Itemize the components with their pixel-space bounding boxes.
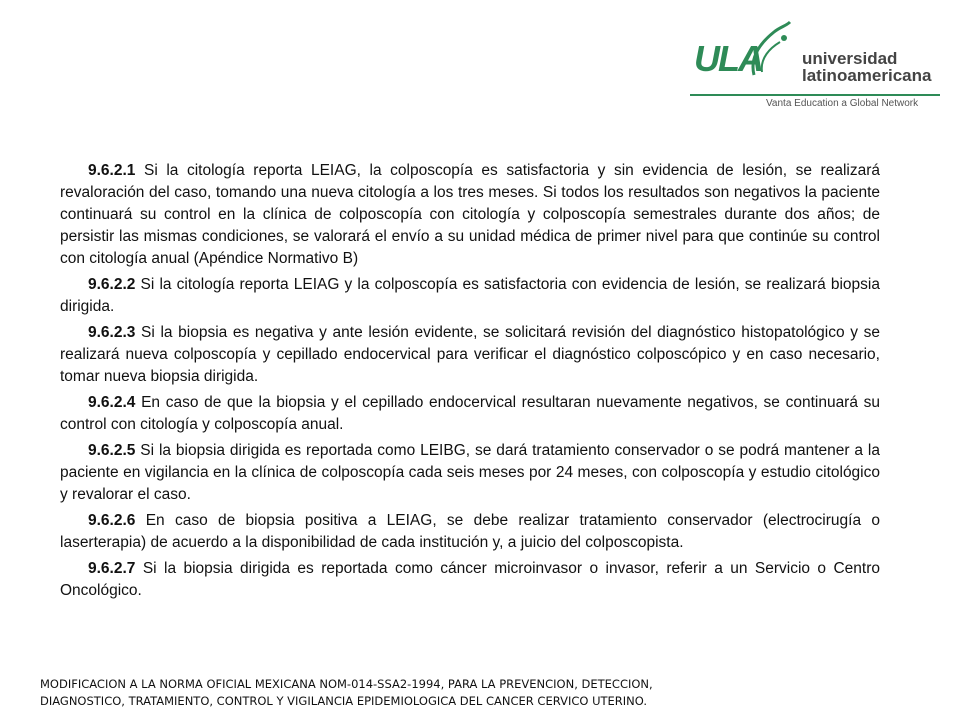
logo-wordmark [802, 50, 931, 84]
paragraph-9-6-2-5 [60, 440, 880, 506]
paragraph-text: Si la citología reporta LEIAG y la colposcopía es satisfactoria con evidencia de lesión, se realizará biopsia dirigida. [60, 276, 880, 315]
paragraph-text: Si la biopsia dirigida es reportada como cáncer microinvasor o invasor, referir a un Servicio o Centro Oncológico. [60, 560, 880, 599]
logo-tagline: Vanta Education a Global Network [766, 98, 919, 109]
university-logo [690, 20, 940, 110]
paragraph-text: Si la citología reporta LEIAG, la colposcopía es satisfactoria y sin evidencia de lesión, se realizará revaloración del caso, tomando una nueva citología a los tres meses. Si todos los resultados son negativos la paciente continuará su control en la clínica de colposcopía con citología y colposcopía semestrales durante dos años; de persistir las mismas condiciones, se valorará el envío a su unidad médica de primer nivel para que continúe su control con citología anual (Apéndice Normativo B) [60, 162, 880, 267]
section-number: 9.6.2.4 [88, 394, 136, 411]
section-number: 9.6.2.5 [88, 442, 136, 459]
paragraph-9-6-2-1 [60, 160, 880, 270]
paragraph-9-6-2-3 [60, 322, 880, 388]
logo-swirl-icon [744, 20, 794, 80]
paragraph-9-6-2-4 [60, 392, 880, 436]
section-number: 9.6.2.7 [88, 560, 136, 577]
footer-line-2: DIAGNOSTICO, TRATAMIENTO, CONTROL Y VIGILANCIA EPIDEMIOLOGICA DEL CANCER CERVICO UTERINO. [40, 694, 648, 708]
logo-line-1: universidad [802, 49, 898, 68]
paragraph-9-6-2-2 [60, 274, 880, 318]
logo-line-2: latinoamericana [802, 66, 932, 85]
ula-logo-mark: ULA [694, 38, 762, 79]
paragraph-text: Si la biopsia es negativa y ante lesión evidente, se solicitará revisión del diagnóstico histopatológico y se realizará nueva colposcopía y cepillado endocervical para verificar el diagnóstico colposcópico y en caso necesario, tomar nueva biopsia dirigida. [60, 324, 880, 385]
paragraph-9-6-2-6 [60, 510, 880, 554]
paragraph-text: Si la biopsia dirigida es reportada como LEIBG, se dará tratamiento conservador o se podrá mantener a la paciente en vigilancia en la clínica de colposcopía cada seis meses por 24 meses, con colposcopía y estudio citológico y revalorar el caso. [60, 442, 880, 503]
section-number: 9.6.2.6 [88, 512, 136, 529]
footer-reference [40, 676, 940, 710]
section-number: 9.6.2.2 [88, 276, 136, 293]
document-body [60, 160, 880, 606]
footer-line-1: MODIFICACION A LA NORMA OFICIAL MEXICANA NOM-014-SSA2-1994, PARA LA PREVENCION, DETECCION, [40, 677, 653, 691]
paragraph-text: En caso de biopsia positiva a LEIAG, se debe realizar tratamiento conservador (electrocirugía o laserterapia) de acuerdo a la disponibilidad de cada institución y, a juicio del colposcopista. [60, 512, 880, 551]
paragraph-9-6-2-7 [60, 558, 880, 602]
section-number: 9.6.2.3 [88, 324, 136, 341]
section-number: 9.6.2.1 [88, 162, 136, 179]
logo-divider [690, 94, 940, 96]
paragraph-text: En caso de que la biopsia y el cepillado endocervical resultaran nuevamente negativos, se continuará su control con citología y colposcopía anual. [60, 394, 880, 433]
